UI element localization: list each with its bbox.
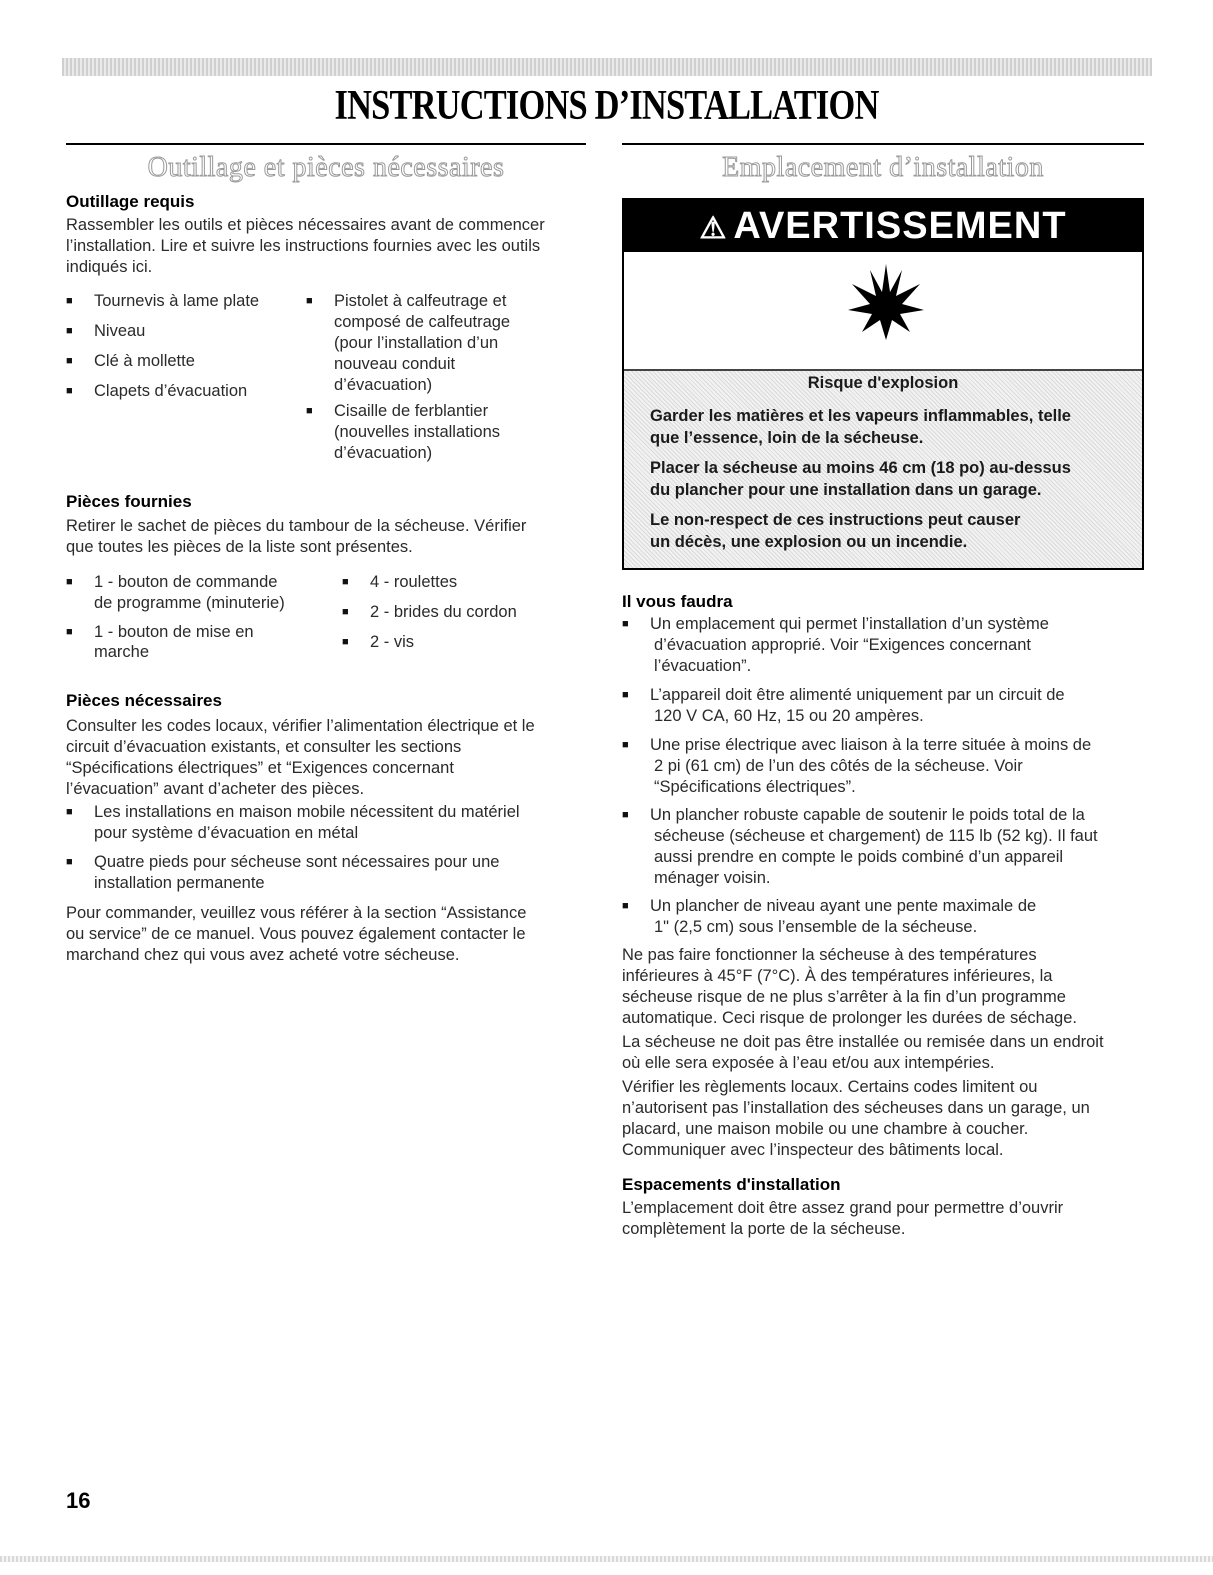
right-rule	[622, 143, 1144, 145]
requirement-item-cont: 1" (2,5 cm) sous l’ensemble de la sécheuse.	[654, 918, 978, 936]
requirement-item: ■ Un plancher robuste capable de soutenir le poids total de la	[622, 805, 1144, 826]
tool-item: ■ Niveau	[66, 321, 145, 342]
codes-para: Communiquer avec l’inspecteur des bâtiments local.	[622, 1141, 1004, 1159]
espacements-text: complètement la porte de la sécheuse.	[622, 1220, 906, 1238]
necessaires-bullet-cont: pour système d’évacuation en métal	[94, 824, 359, 842]
outillage-intro-3: indiqués ici.	[66, 258, 153, 276]
tool-item-cont: composé de calfeutrage	[334, 313, 511, 331]
temp-para: Ne pas faire fonctionner la sécheuse à des températures	[622, 946, 1037, 964]
codes-para: placard, une maison mobile ou une chambre à coucher.	[622, 1120, 1029, 1138]
tool-item: ■ Pistolet à calfeutrage et	[306, 291, 506, 312]
heading-outillage-requis: Outillage requis	[66, 192, 195, 211]
requirement-item-cont: ménager voisin.	[654, 869, 771, 887]
heading-pieces-necessaires: Pièces nécessaires	[66, 691, 222, 710]
tool-item-cont: d’évacuation)	[334, 444, 433, 462]
warning-line: Le non-respect de ces instructions peut causer	[650, 511, 1021, 529]
requirement-item-cont: aussi prendre en compte le poids combiné d’un appareil	[654, 848, 1064, 866]
heading-espacements: Espacements d'installation	[622, 1175, 841, 1194]
tool-item-cont: (nouvelles installations	[334, 423, 501, 441]
temp-para: sécheuse risque de ne plus s’arrêter à la fin d’un programme	[622, 988, 1066, 1006]
warning-icon-area	[624, 252, 1142, 371]
page-title: INSTRUCTIONS D’INSTALLATION	[334, 83, 879, 129]
necessaires-intro-1: Consulter les codes locaux, vérifier l’alimentation électrique et le	[66, 717, 535, 735]
necessaires-intro-4: l’évacuation” avant d’acheter des pièces.	[66, 780, 365, 798]
part-item-cont: de programme (minuterie)	[94, 594, 285, 612]
codes-para: Vérifier les règlements locaux. Certains codes limitent ou	[622, 1078, 1038, 1096]
storage-para: La sécheuse ne doit pas être installée ou remisée dans un endroit	[622, 1033, 1104, 1051]
necessaires-outro-2: ou service” de ce manuel. Vous pouvez également contacter le	[66, 925, 526, 943]
espacements-text: L’emplacement doit être assez grand pour permettre d’ouvrir	[622, 1199, 1064, 1217]
header-texture-band	[62, 58, 1152, 76]
warning-header	[624, 200, 1142, 252]
heading-il-vous-faudra: Il vous faudra	[622, 592, 733, 611]
tool-item: ■ Clapets d’évacuation	[66, 381, 247, 402]
explosion-icon	[846, 262, 926, 342]
requirement-item-cont: 2 pi (61 cm) de l’un des côtés de la sécheuse. Voir	[654, 757, 1023, 775]
warning-line: Placer la sécheuse au moins 46 cm (18 po) au-dessus	[650, 459, 1071, 477]
part-item: ■ 2 - vis	[342, 632, 414, 653]
part-item: ■ 1 - bouton de commande	[66, 572, 277, 593]
left-rule	[66, 143, 586, 145]
necessaires-bullet-cont: installation permanente	[94, 874, 265, 892]
section-title-emplacement: Emplacement d’installation	[722, 152, 1044, 183]
footer-texture-band	[0, 1556, 1213, 1562]
tool-item-cont: nouveau conduit	[334, 355, 456, 373]
requirement-item: ■ Une prise électrique avec liaison à la terre située à moins de	[622, 735, 1144, 756]
temp-para: inférieures à 45°F (7°C). À des températures inférieures, la	[622, 967, 1053, 985]
tool-item: ■ Clé à mollette	[66, 351, 195, 372]
requirement-item-cont: 120 V CA, 60 Hz, 15 ou 20 ampères.	[654, 707, 924, 725]
warning-hazard-title: Risque d'explosion	[807, 374, 959, 392]
warning-line: du plancher pour une installation dans un garage.	[650, 481, 1042, 499]
necessaires-outro-3: marchand chez qui vous avez acheté votre sécheuse.	[66, 946, 460, 964]
codes-para: n’autorisent pas l’installation des sécheuses dans un garage, un	[622, 1099, 1090, 1117]
fournies-intro-2: que toutes les pièces de la liste sont présentes.	[66, 538, 413, 556]
outillage-intro-2: l’installation. Lire et suivre les instructions fournies avec les outils	[66, 237, 541, 255]
part-item-cont: marche	[94, 643, 150, 661]
necessaires-bullet: ■ Les installations en maison mobile nécessitent du matériel	[66, 802, 586, 823]
tool-item: ■ Tournevis à lame plate	[66, 291, 259, 312]
requirement-item: ■ L’appareil doit être alimenté uniquement par un circuit de	[622, 685, 1144, 706]
warning-line: que l’essence, loin de la sécheuse.	[650, 429, 924, 447]
necessaires-intro-2: circuit d’évacuation existants, et consulter les sections	[66, 738, 462, 756]
storage-para: où elle sera exposée à l’eau et/ou aux intempéries.	[622, 1054, 995, 1072]
tool-item: ■ Cisaille de ferblantier	[306, 401, 488, 422]
requirement-item: ■ Un plancher de niveau ayant une pente maximale de	[622, 896, 1144, 917]
outillage-intro-1: Rassembler les outils et pièces nécessaires avant de commencer	[66, 216, 545, 234]
warning-label: AVERTISSEMENT	[733, 205, 1067, 247]
temp-para: automatique. Ceci risque de prolonger les durées de séchage.	[622, 1009, 1077, 1027]
requirement-item-cont: d’évacuation approprié. Voir “Exigences concernant	[654, 636, 1031, 654]
fournies-intro-1: Retirer le sachet de pièces du tambour de la sécheuse. Vérifier	[66, 517, 527, 535]
heading-pieces-fournies: Pièces fournies	[66, 492, 192, 511]
requirement-item-cont: l’évacuation”.	[654, 657, 752, 675]
necessaires-bullet: ■ Quatre pieds pour sécheuse sont nécessaires pour une	[66, 852, 586, 873]
warning-line: un décès, une explosion ou un incendie.	[650, 533, 968, 551]
requirement-item-cont: “Spécifications électriques”.	[654, 778, 856, 796]
warning-line: Garder les matières et les vapeurs inflammables, telle	[650, 407, 1071, 425]
warning-triangle-icon: ⚠	[699, 212, 728, 245]
page-number: 16	[66, 1488, 91, 1513]
section-title-outillage: Outillage et pièces nécessaires	[147, 152, 505, 183]
warning-box	[622, 198, 1144, 570]
tool-item-cont: (pour l’installation d’un	[334, 334, 499, 352]
tool-item-cont: d’évacuation)	[334, 376, 433, 394]
part-item: ■ 1 - bouton de mise en	[66, 622, 254, 643]
necessaires-outro-1: Pour commander, veuillez vous référer à la section “Assistance	[66, 904, 527, 922]
requirement-item-cont: sécheuse (sécheuse et chargement) de 115 lb (52 kg). Il faut	[654, 827, 1098, 845]
part-item: ■ 2 - brides du cordon	[342, 602, 517, 623]
part-item: ■ 4 - roulettes	[342, 572, 457, 593]
requirement-item: ■ Un emplacement qui permet l’installation d’un système	[622, 614, 1144, 635]
necessaires-intro-3: “Spécifications électriques” et “Exigences concernant	[66, 759, 454, 777]
